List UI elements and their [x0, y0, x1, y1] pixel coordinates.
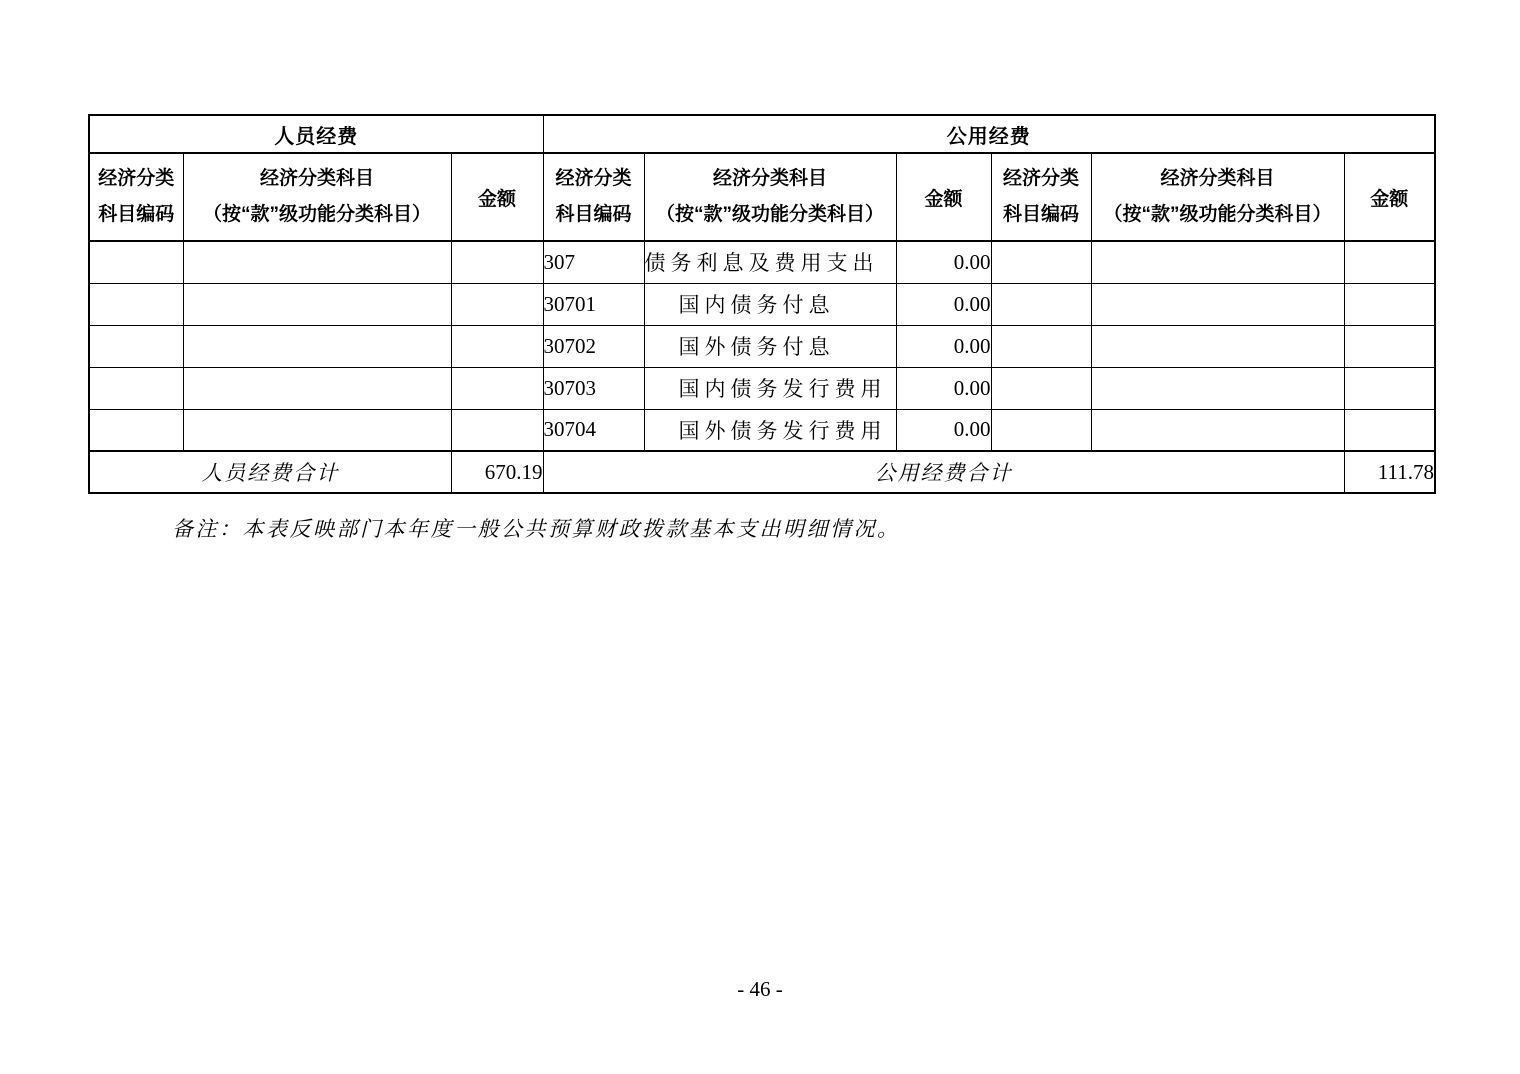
subject-cell: 国外债务付息	[644, 325, 896, 367]
empty-cell	[451, 367, 543, 409]
empty-cell	[1091, 241, 1344, 283]
code-cell: 30703	[543, 367, 644, 409]
empty-cell	[991, 409, 1091, 451]
personnel-total-amount: 670.19	[451, 451, 543, 493]
empty-cell	[991, 325, 1091, 367]
personnel-subject-column-header	[183, 153, 451, 241]
header-line: 科目编码	[555, 204, 632, 225]
public-total-amount: 111.78	[1344, 451, 1435, 493]
amount-cell: 0.00	[896, 325, 991, 367]
amount-cell: 0.00	[896, 241, 991, 283]
header-line: 经济分类	[98, 168, 175, 189]
public-subject-column-header	[644, 153, 896, 241]
footnote: 备注：本表反映部门本年度一般公共预算财政拨款基本支出明细情况。	[172, 517, 901, 541]
empty-cell	[89, 325, 183, 367]
public2-subject-column-header	[1091, 153, 1344, 241]
code-cell: 30704	[543, 409, 644, 451]
empty-cell	[89, 409, 183, 451]
empty-cell	[1344, 367, 1435, 409]
public2-amount-column-header: 金额	[1344, 153, 1435, 241]
header-line: 经济分类科目	[712, 168, 827, 189]
personnel-section-header: 人员经费	[89, 115, 543, 153]
empty-cell	[1091, 367, 1344, 409]
total-row	[89, 451, 1435, 493]
amount-cell: 0.00	[896, 367, 991, 409]
empty-cell	[991, 283, 1091, 325]
column-header-row	[89, 153, 1435, 241]
public-code-column-header	[543, 153, 644, 241]
header-line: 经济分类	[555, 168, 632, 189]
empty-cell	[991, 241, 1091, 283]
empty-cell	[451, 241, 543, 283]
public2-code-column-header	[991, 153, 1091, 241]
header-line: （按“款”级功能分类科目）	[202, 204, 431, 225]
public-amount-column-header: 金额	[896, 153, 991, 241]
subject-cell: 债务利息及费用支出	[644, 241, 896, 283]
personnel-amount-column-header: 金额	[451, 153, 543, 241]
public-total-label: 公用经费合计	[543, 451, 1344, 493]
header-line: 科目编码	[1002, 204, 1079, 225]
code-cell: 30702	[543, 325, 644, 367]
amount-cell: 0.00	[896, 409, 991, 451]
table-row	[89, 325, 1435, 367]
empty-cell	[89, 367, 183, 409]
empty-cell	[1344, 325, 1435, 367]
header-line: 科目编码	[98, 204, 175, 225]
code-cell: 307	[543, 241, 644, 283]
empty-cell	[183, 367, 451, 409]
header-line: （按“款”级功能分类科目）	[655, 204, 884, 225]
empty-cell	[1091, 283, 1344, 325]
basic-expenditure-table	[88, 114, 1436, 494]
subject-cell: 国外债务发行费用	[644, 409, 896, 451]
empty-cell	[451, 283, 543, 325]
empty-cell	[1344, 283, 1435, 325]
subject-cell: 国内债务付息	[644, 283, 896, 325]
empty-cell	[1091, 409, 1344, 451]
header-line: （按“款”级功能分类科目）	[1103, 204, 1332, 225]
amount-cell: 0.00	[896, 283, 991, 325]
table-row	[89, 241, 1435, 283]
table-row	[89, 409, 1435, 451]
empty-cell	[89, 241, 183, 283]
section-header-row	[89, 115, 1435, 153]
empty-cell	[1091, 325, 1344, 367]
empty-cell	[183, 283, 451, 325]
header-line: 经济分类	[1002, 168, 1079, 189]
page-number: - 46 -	[737, 977, 783, 1001]
empty-cell	[183, 241, 451, 283]
subject-cell: 国内债务发行费用	[644, 367, 896, 409]
public-section-header: 公用经费	[543, 115, 1435, 153]
code-cell: 30701	[543, 283, 644, 325]
personnel-code-column-header	[89, 153, 183, 241]
empty-cell	[183, 325, 451, 367]
table-row	[89, 283, 1435, 325]
table-row	[89, 367, 1435, 409]
personnel-total-label: 人员经费合计	[89, 451, 451, 493]
header-line: 经济分类科目	[1160, 168, 1275, 189]
empty-cell	[1344, 241, 1435, 283]
empty-cell	[991, 367, 1091, 409]
empty-cell	[1344, 409, 1435, 451]
header-line: 经济分类科目	[259, 168, 374, 189]
empty-cell	[89, 283, 183, 325]
empty-cell	[451, 409, 543, 451]
empty-cell	[451, 325, 543, 367]
empty-cell	[183, 409, 451, 451]
